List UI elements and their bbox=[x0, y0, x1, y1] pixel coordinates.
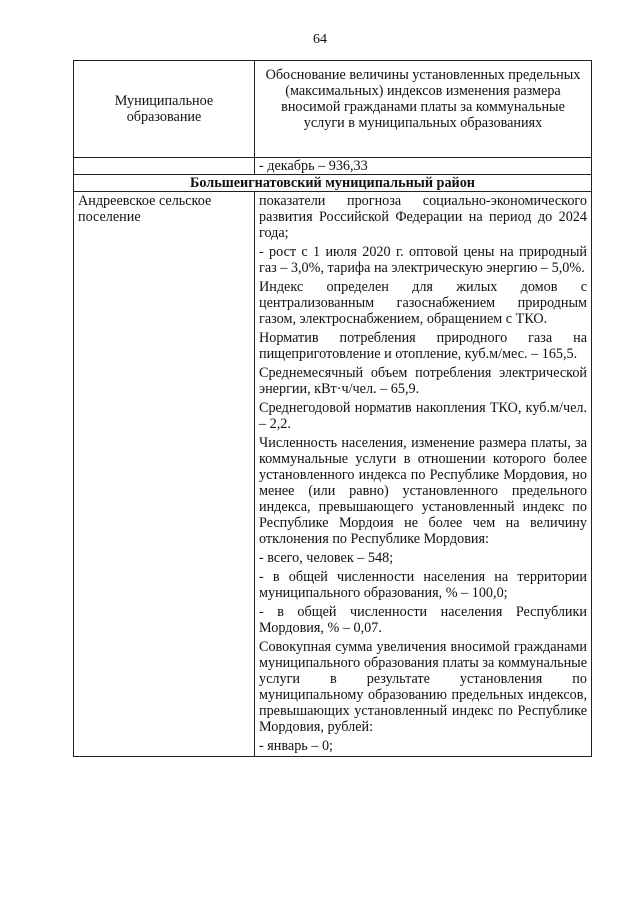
page-number: 64 bbox=[313, 32, 327, 47]
header-justification: Обоснование величины установленных предельных (максимальных) индексов изменения размера вносимой гражданами платы за коммунальные услуги в муниципальных образованиях bbox=[255, 61, 592, 158]
paragraph-january: - январь – 0; bbox=[259, 738, 333, 754]
table-header-row bbox=[74, 61, 592, 158]
municipality-name: Андреевское сельское поселение bbox=[74, 192, 255, 757]
paragraph-total-increase: Совокупная сумма увеличения вносимой гражданами муниципального образования платы за коммунальные услуги в результате установления по муниципальному образованию предельных индексов, превышающих установленный индекс по Республике Мордовия, рублей: bbox=[259, 639, 587, 735]
justification-cell bbox=[255, 192, 592, 757]
paragraph-price-growth: - рост с 1 июля 2020 г. оптовой цены на природный газ – 3,0%, тарифа на электрическую энергию – 5,0%. bbox=[259, 244, 587, 276]
header-municipality: Муниципальное образование bbox=[74, 61, 255, 158]
district-name: Большеигнатовский муниципальный район bbox=[74, 175, 592, 192]
district-row bbox=[74, 175, 592, 192]
paragraph-gas-norm: Норматив потребления природного газа на пищеприготовление и отопление, куб.м/мес. – 165,5. bbox=[259, 330, 587, 362]
paragraph-electricity-volume: Среднемесячный объем потребления электрической энергии, кВт·ч/чел. – 65,9. bbox=[259, 365, 587, 397]
paragraph-waste-norm: Среднегодовой норматив накопления ТКО, куб.м/чел. – 2,2. bbox=[259, 400, 587, 432]
carry-over-text: - декабрь – 936,33 bbox=[255, 158, 592, 175]
paragraph-index-basis: Индекс определен для жилых домов с централизованным газоснабжением природным газом, электроснабжением, обращением с ТКО. bbox=[259, 279, 587, 327]
municipality-row bbox=[74, 192, 592, 757]
paragraph-forecast: показатели прогноза социально-экономического развития Российской Федерации на период до 2024 года; bbox=[259, 193, 587, 241]
carry-over-empty-cell bbox=[74, 158, 255, 175]
paragraph-population-share-republic: - в общей численности населения Республики Мордовия, % – 0,07. bbox=[259, 604, 587, 636]
paragraph-population-intro: Численность населения, изменение размера платы, за коммунальные услуги в отношении которого более установленного индекса по Республике Мордовия, но менее (или равно) установленного предельного индекса, превышающего установленный индекс по Республике Мордоия не более чем на величину отклонения по Республике Мордовия: bbox=[259, 435, 587, 547]
paragraph-population-share-municipal: - в общей численности населения на территории муниципального образования, % – 100,0; bbox=[259, 569, 587, 601]
carry-over-row bbox=[74, 158, 592, 175]
justification-table bbox=[73, 60, 592, 757]
paragraph-population-total: - всего, человек – 548; bbox=[259, 550, 394, 566]
